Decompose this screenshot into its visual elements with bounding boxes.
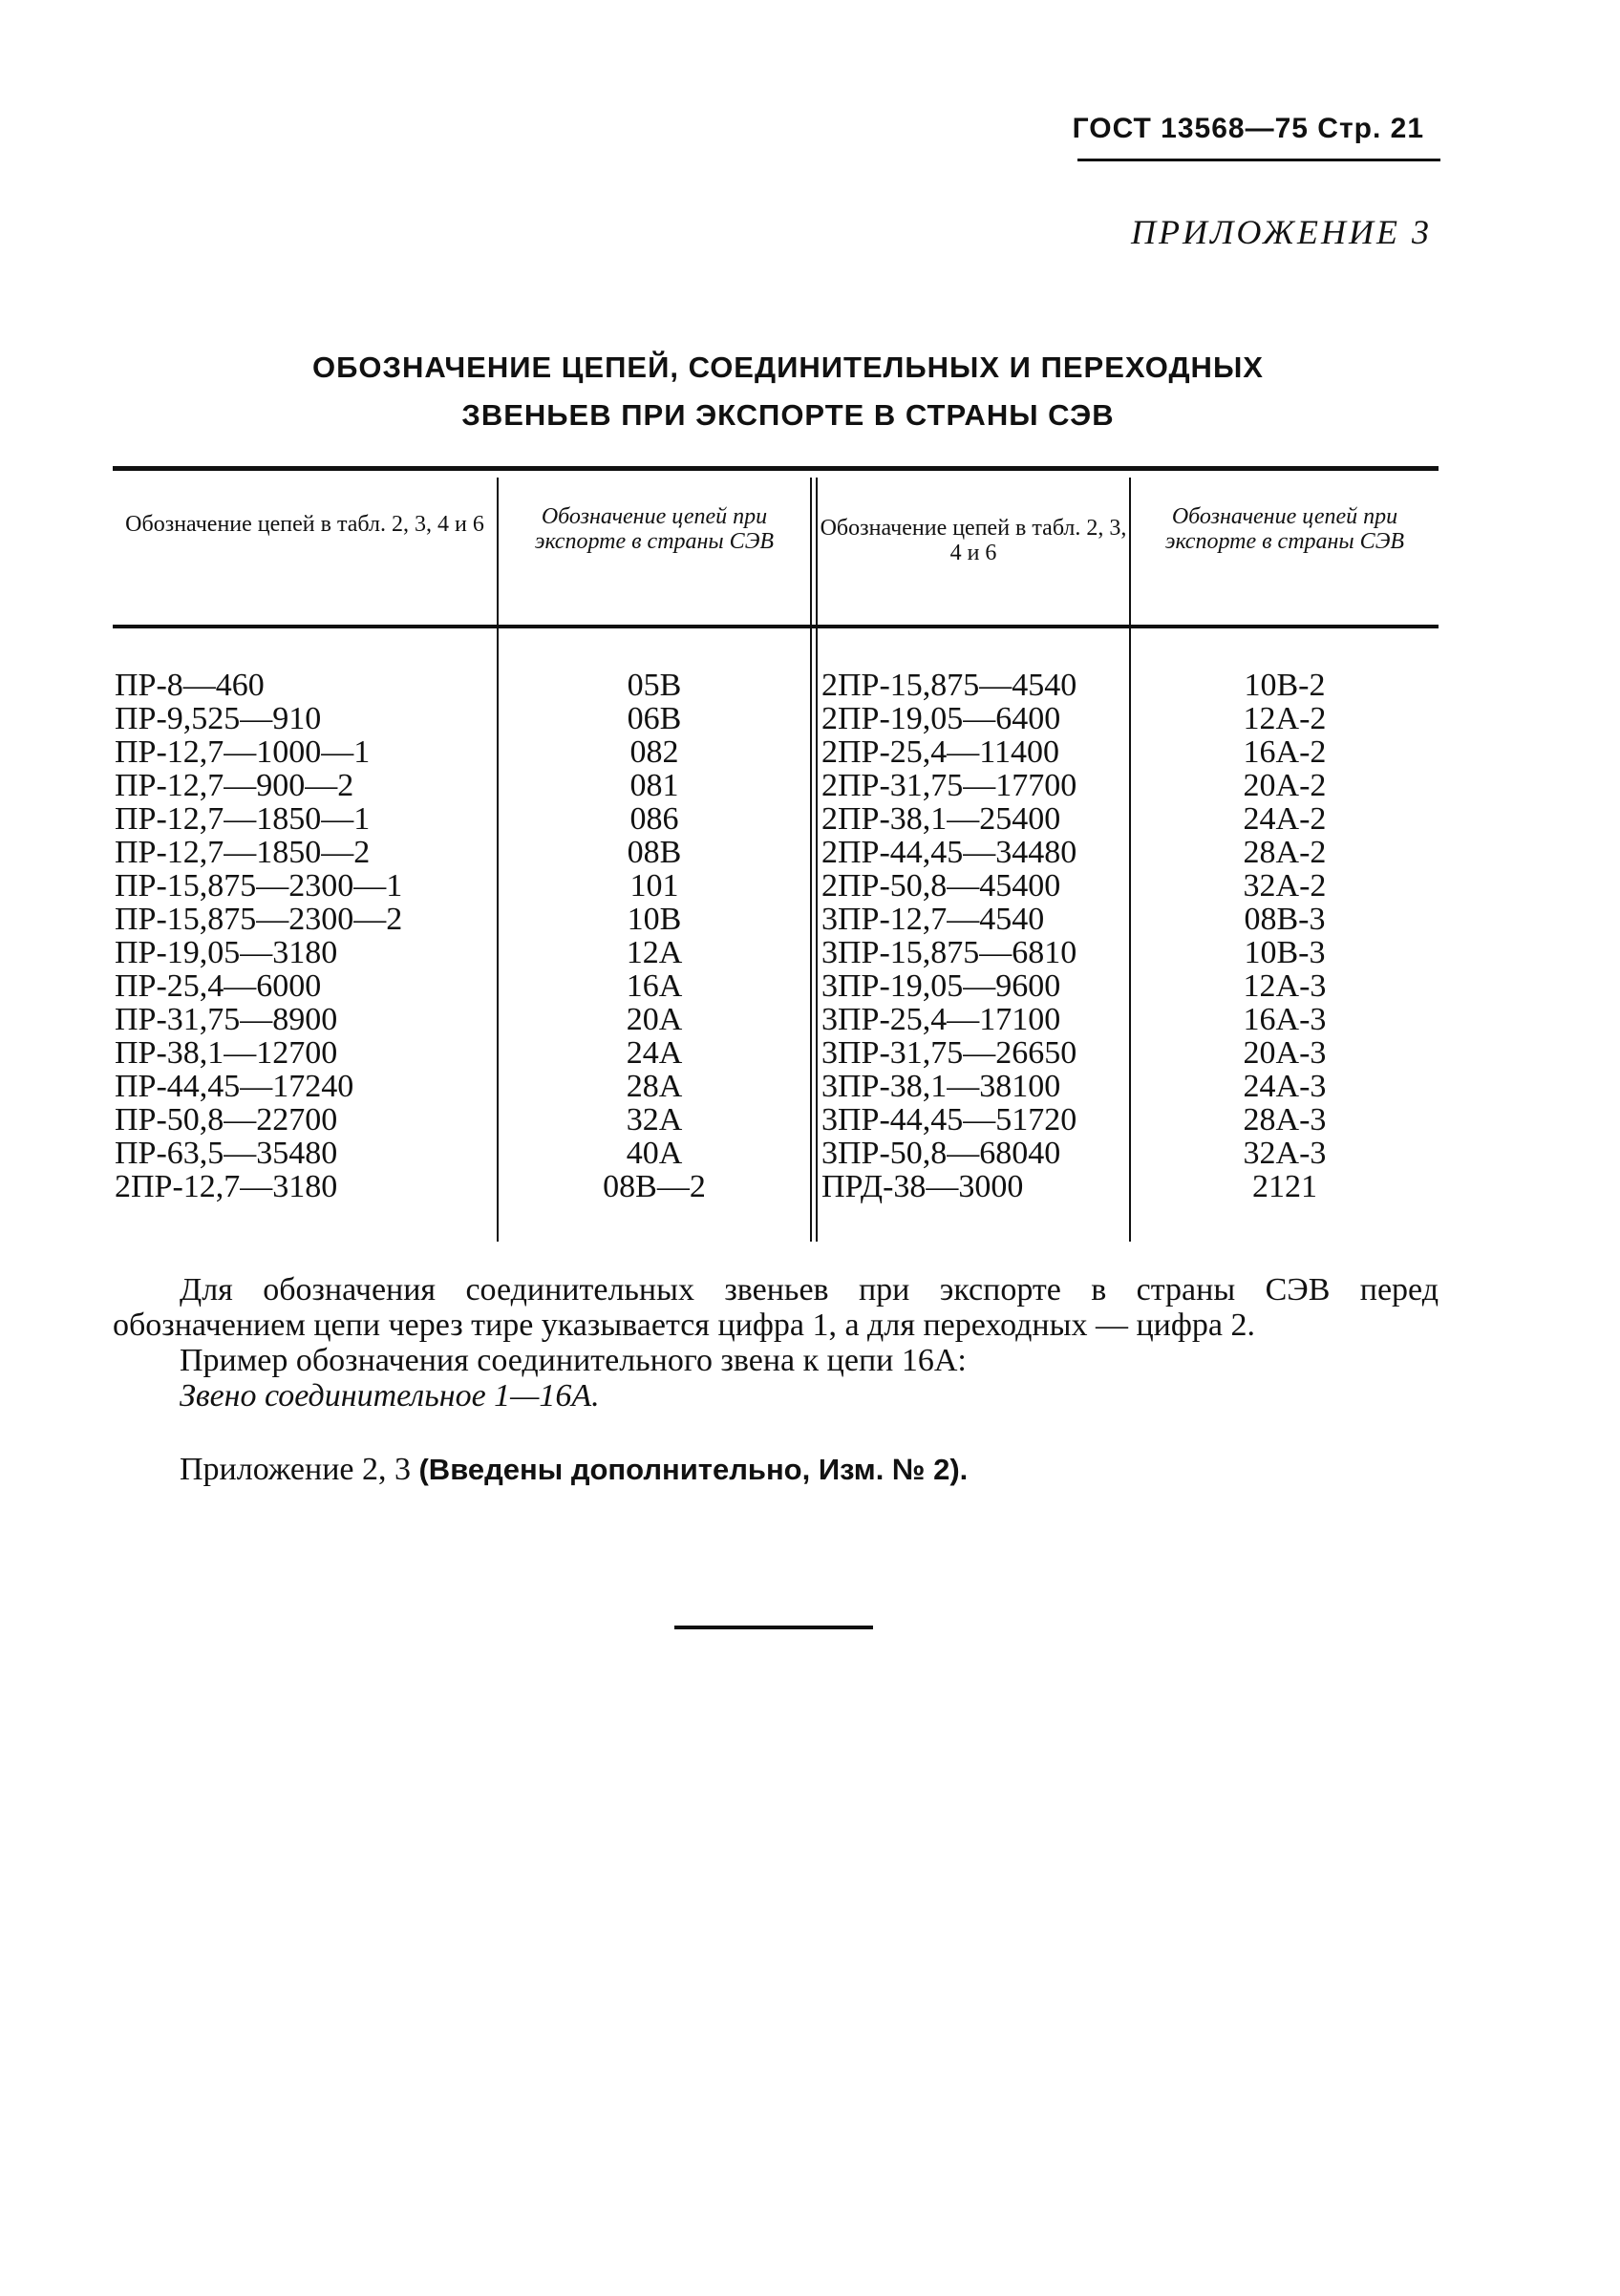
example-text: Звено соединительное 1—16А. (180, 1378, 600, 1414)
cell-table-designation-2: 2ПР-15,875—4540 (821, 668, 1077, 703)
cell-export-designation: 28А (626, 1069, 683, 1104)
cell-export-designation: 10В (627, 902, 682, 937)
cell-table-designation: ПР-12,7—1850—2 (115, 835, 371, 870)
cell-table-designation-2: 2ПР-19,05—6400 (821, 701, 1061, 736)
cell-export-designation-2: 10В-2 (1244, 668, 1326, 703)
cell-export-designation: 12А (626, 935, 683, 970)
cell-table-designation: ПР-19,05—3180 (115, 935, 338, 970)
table-row (113, 1036, 1439, 1070)
table-row (113, 1003, 1439, 1036)
cell-export-designation: 081 (629, 768, 679, 803)
cell-export-designation-2: 28А-2 (1243, 835, 1327, 870)
cell-table-designation-2: 2ПР-50,8—45400 (821, 868, 1061, 904)
cell-export-designation: 16А (626, 968, 683, 1004)
notes-section (113, 1272, 1439, 1487)
cell-export-designation-2: 28А-3 (1243, 1102, 1327, 1137)
cell-export-designation: 082 (629, 734, 679, 770)
cell-export-designation-2: 32А-3 (1243, 1136, 1327, 1171)
table-row (113, 702, 1439, 735)
table-row (113, 669, 1439, 702)
cell-export-designation-2: 16А-2 (1243, 734, 1327, 770)
cell-export-designation: 086 (629, 801, 679, 837)
table-top-rule (113, 466, 1439, 471)
example-intro: Пример обозначения соединительного звена к цепи 16А: (180, 1343, 967, 1378)
chain-designation-table (113, 466, 1439, 1242)
cell-table-designation: ПР-63,5—35480 (115, 1136, 338, 1171)
document-reference: ГОСТ 13568—75 Стр. 21 (1072, 113, 1424, 144)
amendment-prefix: Приложение 2, 3 (180, 1452, 419, 1487)
table-row (113, 1137, 1439, 1170)
cell-table-designation-2: ПРД-38—3000 (821, 1169, 1024, 1204)
cell-export-designation: 24А (626, 1035, 683, 1071)
cell-table-designation: ПР-9,525—910 (115, 701, 322, 736)
cell-export-designation-2: 12А-2 (1243, 701, 1327, 736)
cell-table-designation: ПР-8—460 (115, 668, 265, 703)
cell-table-designation: ПР-50,8—22700 (115, 1102, 338, 1137)
cell-export-designation-2: 08В-3 (1244, 902, 1326, 937)
table-row (113, 936, 1439, 969)
cell-table-designation: ПР-12,7—1850—1 (115, 801, 371, 837)
cell-table-designation-2: 3ПР-38,1—38100 (821, 1069, 1061, 1104)
cell-export-designation: 20А (626, 1002, 683, 1037)
title-line-2: ЗВЕНЬЕВ ПРИ ЭКСПОРТЕ В СТРАНЫ СЭВ (461, 398, 1115, 432)
cell-table-designation-2: 3ПР-25,4—17100 (821, 1002, 1061, 1037)
cell-export-designation-2: 20А-3 (1243, 1035, 1327, 1071)
cell-export-designation: 40А (626, 1136, 683, 1171)
cell-table-designation: ПР-38,1—12700 (115, 1035, 338, 1071)
table-row (113, 903, 1439, 936)
cell-table-designation-2: 3ПР-19,05—9600 (821, 968, 1061, 1004)
cell-table-designation: ПР-12,7—1000—1 (115, 734, 371, 770)
header-cell-table-designation-2: Обозначение цепей в табл. 2, 3, 4 и 6 (820, 516, 1127, 565)
cell-export-designation-2: 10В-3 (1244, 935, 1326, 970)
cell-table-designation-2: 3ПР-44,45—51720 (821, 1102, 1077, 1137)
cell-export-designation-2: 12А-3 (1243, 968, 1327, 1004)
cell-export-designation-2: 16А-3 (1243, 1002, 1327, 1037)
table-row (113, 969, 1439, 1003)
cell-table-designation-2: 2ПР-44,45—34480 (821, 835, 1077, 870)
header-cell-export-designation: Обозначение цепей при экспорте в страны СЭВ (534, 504, 775, 554)
cell-export-designation: 05В (627, 668, 682, 703)
cell-table-designation-2: 3ПР-50,8—68040 (821, 1136, 1061, 1171)
cell-export-designation: 08В (627, 835, 682, 870)
cell-table-designation: ПР-12,7—900—2 (115, 768, 354, 803)
table-row (113, 1170, 1439, 1203)
cell-table-designation-2: 3ПР-12,7—4540 (821, 902, 1045, 937)
table-row (113, 1103, 1439, 1137)
amendment-note (113, 1452, 1439, 1487)
title-line-1: ОБОЗНАЧЕНИЕ ЦЕПЕЙ, СОЕДИНИТЕЛЬНЫХ И ПЕРЕХОДНЫХ (312, 351, 1264, 384)
cell-table-designation-2: 3ПР-31,75—26650 (821, 1035, 1077, 1071)
cell-table-designation: ПР-31,75—8900 (115, 1002, 338, 1037)
cell-export-designation-2: 24А-3 (1243, 1069, 1327, 1104)
cell-export-designation-2: 20А-2 (1243, 768, 1327, 803)
end-divider (674, 1626, 873, 1629)
appendix-label: ПРИЛОЖЕНИЕ 3 (1131, 213, 1432, 251)
cell-table-designation-2: 3ПР-15,875—6810 (821, 935, 1077, 970)
cell-export-designation-2: 32А-2 (1243, 868, 1327, 904)
table-row (113, 735, 1439, 769)
cell-table-designation-2: 2ПР-31,75—17700 (821, 768, 1077, 803)
cell-table-designation: ПР-15,875—2300—1 (115, 868, 403, 904)
table-row (113, 802, 1439, 836)
cell-table-designation: ПР-44,45—17240 (115, 1069, 354, 1104)
cell-table-designation: 2ПР-12,7—3180 (115, 1169, 338, 1204)
table-row (113, 836, 1439, 869)
cell-table-designation-2: 2ПР-25,4—11400 (821, 734, 1060, 770)
cell-table-designation: ПР-25,4—6000 (115, 968, 322, 1004)
cell-export-designation-2: 24А-2 (1243, 801, 1327, 837)
table-row (113, 769, 1439, 802)
notes-paragraph: Для обозначения соединительных звеньев при экспорте в страны СЭВ перед обозначением цепи через тире указывается цифра 1, а для переходных — цифра 2. (113, 1272, 1439, 1343)
table-header-rule (113, 625, 1439, 628)
header-cell-table-designation: Обозначение цепей в табл. 2, 3, 4 и 6 (125, 512, 484, 537)
cell-export-designation-2: 2121 (1252, 1169, 1317, 1204)
page-title (191, 344, 1385, 439)
cell-export-designation: 32А (626, 1102, 683, 1137)
cell-export-designation: 06В (627, 701, 682, 736)
cell-table-designation: ПР-15,875—2300—2 (115, 902, 403, 937)
cell-table-designation-2: 2ПР-38,1—25400 (821, 801, 1061, 837)
table-row (113, 1070, 1439, 1103)
table-body (113, 669, 1439, 1203)
header-divider (1077, 159, 1440, 161)
header-cell-export-designation-2: Обозначение цепей при экспорте в страны СЭВ (1164, 504, 1405, 554)
cell-export-designation: 08В—2 (603, 1169, 706, 1204)
amendment-bold: (Введены дополнительно, Изм. № 2). (418, 1453, 969, 1486)
table-row (113, 869, 1439, 903)
cell-export-designation: 101 (629, 868, 679, 904)
